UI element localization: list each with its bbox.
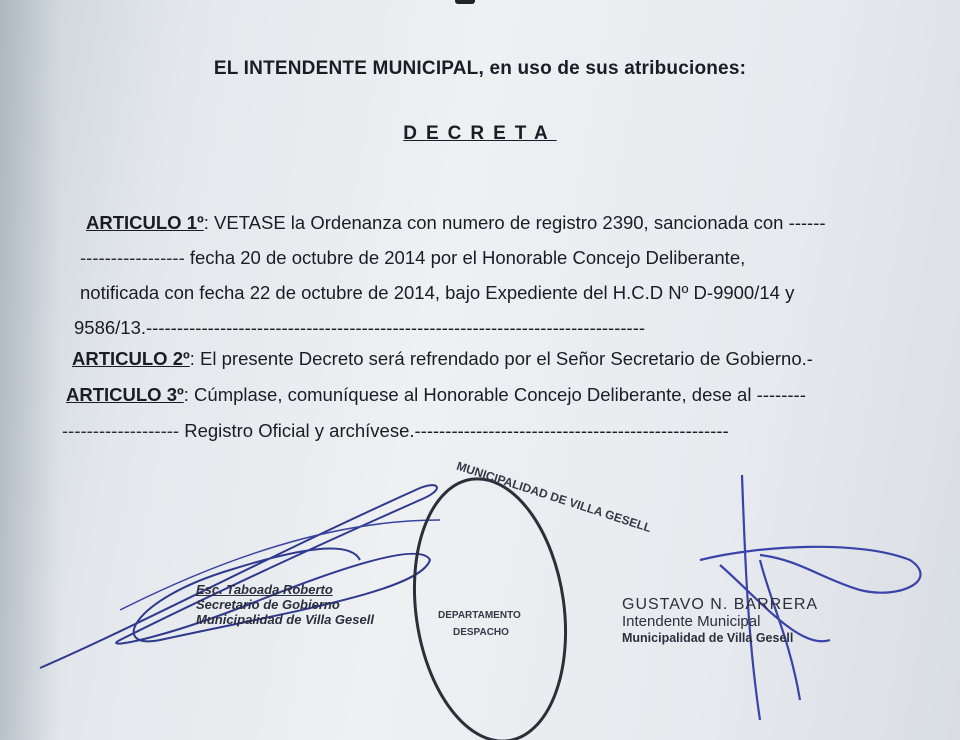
intendente-stamp <box>622 596 818 647</box>
decreta-title: DECRETA <box>403 123 557 144</box>
articulo-1-text-2: fecha 20 de octubre de 2014 por el Honorable Concejo Deliberante, <box>184 247 746 268</box>
articulo-1-dashes: ----------------- <box>80 247 185 268</box>
seal-line-1: DEPARTAMENTO <box>438 610 521 621</box>
articulo-3-text-1: : Cúmplase, comuníquese al Honorable Concejo Deliberante, dese al -------- <box>183 384 806 405</box>
secretario-role: Secretario de Gobierno <box>196 597 340 612</box>
intendente-role: Intendente Municipal <box>622 613 761 630</box>
intendente-org: Municipalidad de Villa Gesell <box>622 631 794 645</box>
secretario-stamp <box>196 582 374 627</box>
secretario-org: Municipalidad de Villa Gesell <box>196 612 374 627</box>
articulo-3-dashes: ------------------- <box>62 420 180 441</box>
articulo-3-label: ARTICULO 3º <box>66 384 184 405</box>
articulo-1-label: ARTICULO 1º <box>86 212 204 233</box>
articulo-2-label: ARTICULO 2º <box>72 348 190 369</box>
articulo-1-line-3: notificada con fecha 22 de octubre de 2014, bajo Expediente del H.C.D Nº D-9900/14 y <box>80 282 795 303</box>
articulo-1-text-1: : VETASE la Ordenanza con numero de registro 2390, sancionada con ------ <box>203 212 826 233</box>
secretario-name: Esc. Taboada Roberto <box>196 582 333 597</box>
intendente-heading: EL INTENDENTE MUNICIPAL, en uso de sus atribuciones: <box>213 58 747 79</box>
articulo-3-text-2: Registro Oficial y archívese.--------------------------------------------------- <box>179 420 729 441</box>
articulo-2-text: : El presente Decreto será refrendado por el Señor Secretario de Gobierno.- <box>189 348 813 369</box>
articulo-1-line-4: 9586/13.--------------------------------------------------------------------------------- <box>74 317 646 338</box>
municipal-seal <box>398 469 581 740</box>
seal-line-2: DESPACHO <box>453 627 509 638</box>
intendente-name: GUSTAVO N. BARRERA <box>622 596 819 613</box>
secretario-signature <box>40 485 437 668</box>
seal-ring: MUNICIPALIDAD DE VILLA GESELL <box>454 458 654 536</box>
